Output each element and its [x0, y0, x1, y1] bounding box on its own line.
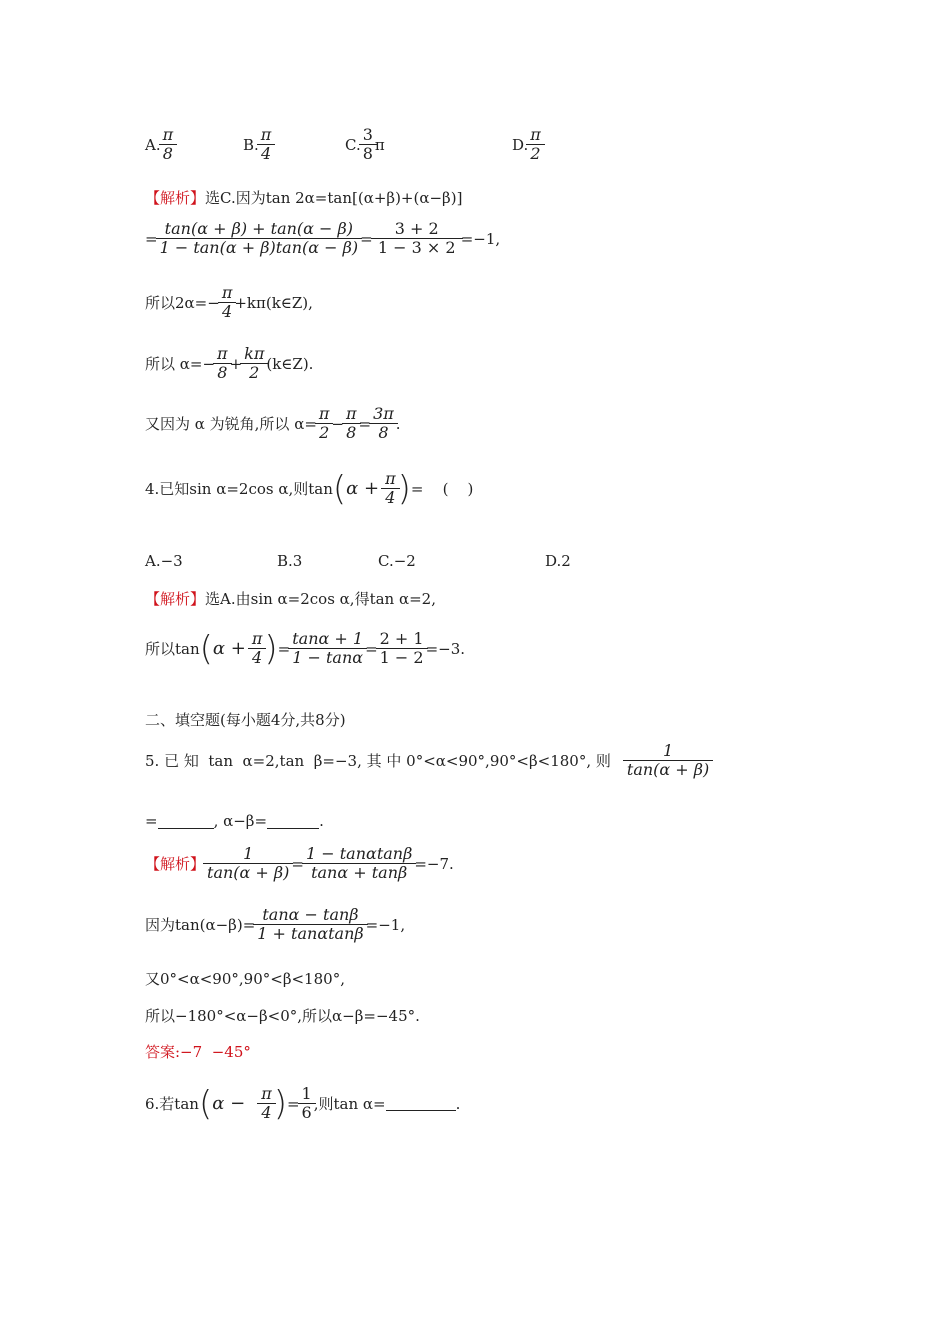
option-b: B.3	[277, 552, 303, 570]
numerator: tanα + 1	[292, 629, 364, 648]
expression: α +	[346, 478, 380, 500]
denominator: 6	[298, 1103, 316, 1122]
denominator: 4	[218, 302, 237, 321]
option-label: B.	[243, 135, 259, 154]
expression: α −	[212, 1093, 246, 1115]
numerator: tanα − tanβ	[262, 905, 359, 924]
numerator: π	[162, 125, 174, 144]
denominator: tanα + tanβ	[302, 863, 416, 882]
denominator: 2	[315, 423, 334, 442]
option-c	[345, 126, 385, 164]
denominator: 1 − tan(α + β)tan(α − β)	[156, 238, 363, 257]
expression: α +	[212, 638, 246, 660]
denominator: 4	[257, 1103, 276, 1122]
text: +kπ(k∈Z),	[234, 293, 313, 312]
option-b	[243, 126, 273, 164]
solution-5-line1	[145, 845, 454, 883]
section-heading: 二、填空题(每小题4分,共8分)	[145, 711, 346, 729]
numerator: 1	[301, 1084, 312, 1103]
text: .	[455, 1094, 461, 1113]
numerator: π	[221, 283, 233, 302]
option-label: D.	[512, 135, 529, 154]
result: =−3.	[425, 639, 466, 658]
numerator: 3 + 2	[394, 219, 439, 238]
question-5	[145, 742, 711, 780]
solution-tag: 【解析】	[145, 855, 206, 874]
fraction	[220, 284, 235, 322]
denominator: 8	[342, 423, 361, 442]
fraction	[625, 742, 711, 780]
fraction	[378, 630, 426, 668]
solution-text: 选C.因为tan 2α=tan[(α+β)+(α−β)]	[205, 189, 463, 207]
option-label: A.	[145, 135, 161, 154]
text: 因为tan(α−β)=	[145, 916, 256, 935]
result: =−1,	[460, 229, 501, 248]
fraction	[528, 126, 543, 164]
numerator: π	[385, 469, 396, 488]
equals: =	[145, 229, 158, 248]
solution-5-line3: 又0°<α<90°,90°<β<180°,	[145, 970, 345, 988]
answer-line	[145, 1041, 251, 1062]
denominator: 1 − 2	[376, 648, 428, 667]
operator: +	[229, 354, 243, 373]
option-d	[512, 126, 543, 164]
question-6	[145, 1085, 460, 1123]
equals: =	[291, 854, 304, 873]
fraction	[205, 845, 291, 883]
numerator: tan(α + β) + tan(α − β)	[164, 219, 354, 238]
option-a	[145, 126, 175, 164]
equals: =	[358, 414, 372, 433]
answer-blank[interactable]	[386, 1096, 456, 1111]
text: 又因为 α 为锐角,所以 α=	[145, 415, 317, 434]
fraction	[371, 405, 396, 443]
denominator: 8	[159, 144, 178, 163]
fraction	[361, 126, 375, 164]
left-paren: (	[199, 628, 213, 669]
text: 所以tan	[145, 640, 200, 659]
solution-text: 选A.由sin α=2cos α,得tan α=2,	[205, 590, 436, 608]
question-tail: = ( )	[410, 479, 474, 498]
numerator: π	[251, 629, 263, 648]
solution-3-line5	[145, 405, 401, 443]
solution-3-line3	[145, 284, 313, 322]
solution-5-line4: 所以−180°<α−β<0°,所以α−β=−45°.	[145, 1007, 420, 1025]
option-c: C.−2	[378, 552, 416, 570]
numerator: π	[530, 125, 541, 144]
text: , α−β=	[213, 812, 268, 830]
numerator: π	[260, 125, 272, 144]
result: =−7.	[414, 854, 454, 873]
text: .	[395, 414, 401, 433]
equals: =	[145, 812, 158, 830]
answer-text: 答案:−7 −45°	[145, 1043, 251, 1061]
numerator: π	[261, 1084, 272, 1103]
operator: −	[331, 414, 344, 433]
solution-tag: 【解析】	[145, 590, 206, 608]
fraction	[158, 220, 361, 258]
answer-blank[interactable]	[158, 814, 214, 829]
fraction	[161, 126, 176, 164]
solution-5-line2	[145, 906, 405, 944]
equals: =	[360, 229, 373, 248]
fraction	[304, 845, 414, 883]
denominator: 4	[257, 144, 276, 163]
text: 所以2α=−	[145, 294, 220, 313]
text: .	[319, 812, 324, 830]
fraction	[255, 906, 365, 944]
solution-tag: 【解析】	[145, 189, 206, 207]
denominator: 1 + tanαtanβ	[253, 924, 367, 943]
fraction	[344, 405, 359, 443]
numerator: π	[318, 404, 330, 423]
denominator: 8	[359, 144, 377, 163]
denominator: 1 − tanα	[288, 648, 367, 667]
question-text: 5. 已 知 tan α=2,tan β=−3, 其 中 0°<α<90°,90°<β<180°, 则	[145, 752, 611, 771]
denominator: tan(α + β)	[203, 863, 293, 882]
option-label: C.	[345, 135, 361, 154]
fraction	[259, 126, 274, 164]
numerator: 2 + 1	[379, 629, 424, 648]
numerator: 3	[362, 125, 373, 144]
question-text: 6.若tan	[145, 1095, 199, 1114]
fraction	[290, 630, 365, 668]
numerator: kπ	[244, 344, 265, 363]
fraction	[317, 405, 332, 443]
left-paren: (	[332, 468, 347, 509]
denominator: 1 − 3 × 2	[371, 238, 463, 257]
denominator: 8	[369, 423, 398, 442]
right-paren: )	[397, 468, 411, 509]
denominator: tan(α + β)	[623, 760, 713, 779]
answer-blank[interactable]	[267, 814, 319, 829]
option-a: A.−3	[145, 552, 183, 570]
fraction	[300, 1085, 314, 1123]
numerator: π	[346, 404, 357, 423]
fraction	[215, 345, 230, 383]
denominator: 2	[526, 144, 545, 163]
denominator: 4	[381, 488, 400, 507]
denominator: 2	[240, 363, 268, 382]
equals: =	[365, 639, 378, 658]
fraction	[250, 630, 265, 668]
equals: =	[286, 1094, 300, 1113]
right-paren: )	[264, 628, 278, 669]
right-paren: )	[273, 1083, 287, 1124]
fraction	[259, 1085, 274, 1123]
fraction	[242, 345, 266, 383]
solution-3-line4	[145, 345, 313, 383]
text: 所以 α=−	[145, 355, 216, 374]
solution-4-line2	[145, 630, 465, 668]
left-paren: (	[198, 1083, 213, 1124]
numerator: π	[217, 344, 228, 363]
denominator: 8	[213, 363, 232, 382]
question-text: 4.已知sin α=2cos α,则tan	[145, 480, 333, 499]
text: (k∈Z).	[266, 354, 314, 373]
numerator: 3π	[373, 404, 394, 423]
option-d: D.2	[545, 552, 571, 570]
result: =−1,	[365, 915, 406, 934]
denominator: 4	[248, 648, 267, 667]
numerator: 1	[662, 741, 674, 760]
solution-3-line2	[145, 220, 500, 258]
equals: =	[277, 639, 291, 658]
fraction	[373, 220, 461, 258]
fraction	[383, 470, 398, 508]
question-5-blanks	[145, 812, 324, 830]
numerator: 1 − tanαtanβ	[305, 844, 413, 863]
solution-3-line1	[145, 187, 462, 208]
option-tail: π	[374, 135, 385, 154]
question-4	[145, 470, 473, 508]
solution-4-line1	[145, 588, 436, 609]
numerator: 1	[243, 844, 254, 863]
question-tail: ,则tan α=	[313, 1095, 386, 1114]
